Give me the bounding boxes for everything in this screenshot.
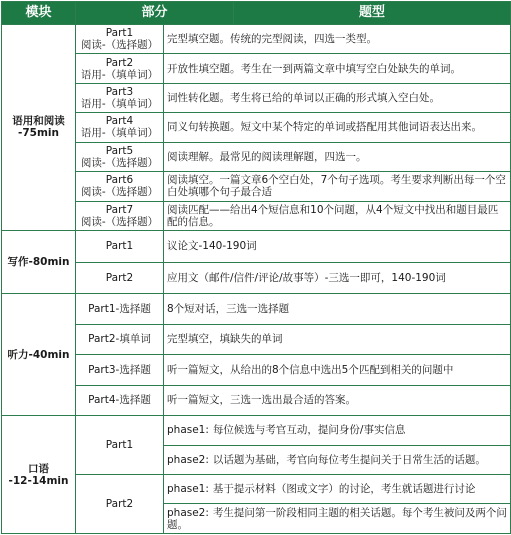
phase-cell — [164, 445, 511, 474]
type-desc: 听一篇短文，三选一选出最合适的答案。 — [164, 385, 511, 416]
writing-row-1 — [2, 230, 511, 262]
part-cell — [76, 54, 164, 83]
type-desc: 听一篇短文，从给出的8个信息中选出5个匹配到相关的问题中 — [164, 355, 511, 386]
speaking-row-1 — [2, 416, 511, 445]
module-speaking: 口语 -12-14min — [2, 416, 76, 534]
reading-row-3 — [2, 83, 511, 112]
type-desc: 开放性填空题。考生在一到两篇文章中填写空白处缺失的单词。 — [164, 54, 511, 83]
module-listening: 听力-40min — [2, 294, 76, 416]
part-number: Part6 — [105, 174, 134, 187]
phase-cell — [164, 504, 511, 534]
header-row — [2, 2, 511, 25]
part-cell: Part1-选择题 — [76, 294, 164, 325]
type-desc: 8个短对话，三选一选择题 — [164, 294, 511, 325]
part-kind: 语用-（填单词） — [80, 127, 159, 140]
phase-cell — [164, 416, 511, 445]
listening-row-2 — [2, 324, 511, 355]
header-module: 模块 — [2, 2, 76, 25]
phase-cell — [164, 475, 511, 504]
listening-row-4 — [2, 385, 511, 416]
reading-row-2 — [2, 54, 511, 83]
part-cell: Part1 — [76, 416, 164, 475]
phase-desc: 考生提问第一阶段相同主题的相关话题。每个考生被问及两个问题。 — [167, 506, 507, 531]
part-cell — [76, 83, 164, 112]
listening-row-3 — [2, 355, 511, 386]
part-number: Part1 — [105, 27, 134, 40]
type-desc: 阅读匹配——给出4个短信息和10个问题，从4个短文中找出和题目最匹配的信息。 — [164, 201, 511, 230]
part-cell: Part3-选择题 — [76, 355, 164, 386]
type-desc: 完型填空题。传统的完型阅读，四选一类型。 — [164, 25, 511, 54]
reading-row-5 — [2, 142, 511, 171]
part-cell: Part2-填单词 — [76, 324, 164, 355]
part-number: Part3 — [105, 86, 134, 99]
writing-row-2 — [2, 262, 511, 294]
part-cell: Part4-选择题 — [76, 385, 164, 416]
module-writing: 写作-80min — [2, 230, 76, 293]
part-cell: Part2 — [76, 262, 164, 294]
part-cell: Part2 — [76, 475, 164, 534]
type-desc: 同义句转换题。短文中某个特定的单词或搭配用其他词语表达出来。 — [164, 113, 511, 142]
part-number: Part2 — [105, 56, 134, 69]
part-kind: 语用-（填单词） — [80, 68, 159, 81]
reading-row-4 — [2, 113, 511, 142]
speaking-row-3 — [2, 475, 511, 504]
reading-row-1 — [2, 25, 511, 54]
part-kind: 阅读-（选择题） — [80, 156, 159, 169]
reading-row-7 — [2, 201, 511, 230]
listening-row-1 — [2, 294, 511, 325]
phase-label: phase2: — [167, 506, 209, 519]
part-cell — [76, 172, 164, 201]
type-desc: 阅读填空。一篇文章6个空白处，7个句子选项。考生要求判断出每一个空白处填哪个句子最合适 — [164, 172, 511, 201]
part-cell: Part1 — [76, 230, 164, 262]
part-cell — [76, 201, 164, 230]
phase-desc: 每位候选与考官互动，提问身份/事实信息 — [212, 424, 406, 437]
part-kind: 阅读-（选择题） — [80, 215, 159, 228]
phase-desc: 以话题为基础，考官向每位考生提问关于日常生活的话题。 — [212, 453, 486, 466]
phase-label: phase1: — [167, 483, 209, 496]
type-desc: 词性转化题。考生将已给的单词以正确的形式填入空白处。 — [164, 83, 511, 112]
part-number: Part5 — [105, 144, 134, 157]
phase-label: phase1: — [167, 424, 209, 437]
exam-structure-table — [1, 1, 511, 534]
part-kind: 阅读-（选择题） — [80, 186, 159, 199]
type-desc: 应用文（邮件/信件/评论/故事等）-三选一即可，140-190词 — [164, 262, 511, 294]
type-desc: 阅读理解。最常见的阅读理解题，四选一。 — [164, 142, 511, 171]
type-desc: 议论文-140-190词 — [164, 230, 511, 262]
header-type: 题型 — [234, 2, 511, 25]
part-number: Part7 — [105, 203, 134, 216]
type-desc: 完型填空，填缺失的单词 — [164, 324, 511, 355]
part-cell — [76, 142, 164, 171]
header-part: 部分 — [76, 2, 234, 25]
part-cell — [76, 113, 164, 142]
part-kind: 语用-（填单词） — [80, 98, 159, 111]
module-reading: 语用和阅读 -75min — [2, 25, 76, 231]
part-number: Part4 — [105, 115, 134, 128]
phase-label: phase2: — [167, 453, 209, 466]
phase-desc: 基于提示材料（图或文字）的讨论，考生就话题进行讨论 — [212, 483, 476, 496]
reading-row-6 — [2, 172, 511, 201]
part-cell — [76, 25, 164, 54]
part-kind: 阅读-（选择题） — [80, 39, 159, 52]
